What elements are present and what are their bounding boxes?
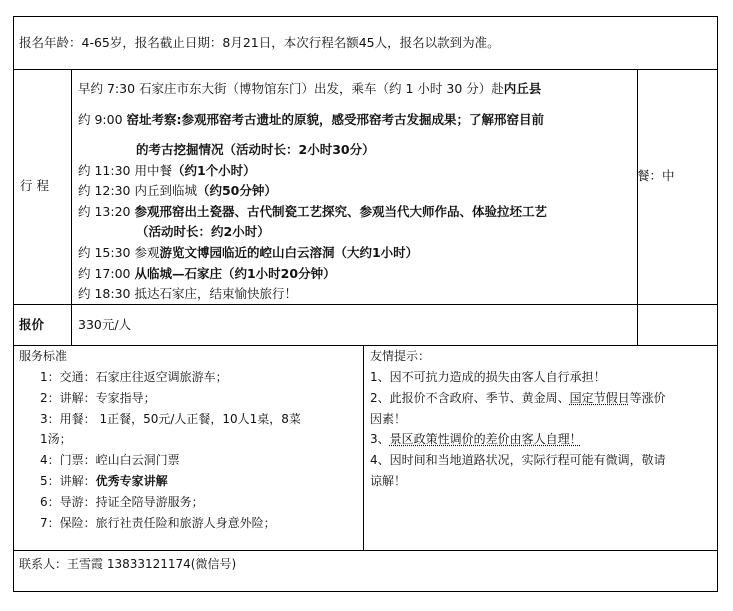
divider-meal-col [637,69,638,346]
schedule-line-7: 约 17:00 从临城—石家庄（约1小时20分钟） [78,266,336,281]
schedule-line-2-cont: 的考古挖掘情况（活动时长：2小时30分） [136,142,375,157]
registration-info: 报名年龄：4-65岁，报名截止日期：8月21日，本次行程名额45人，报名以款到为准。 [19,35,500,50]
schedule-line-2: 约 9:00 窑址考察:参观邢窑考古遗址的原貌，感受邢窑考古发掘成果；了解邢窑目前 [78,112,545,127]
price-label: 报价 [19,317,45,332]
border-right [717,16,718,592]
service-item-1: 1：交通：石家庄往返空调旅游车； [40,370,228,384]
tip-4: 4、因时间和当地道路状况，实际行程可能有微调，敬请 [370,453,666,467]
schedule-line-6: 约 15:30 参观游览文博园临近的崆山白云溶洞（大约1小时） [78,245,419,260]
divider-header [13,69,718,70]
schedule-line-5-cont: （活动时长：约2小时） [136,224,270,239]
tip-2-cont: 因素！ [370,412,407,426]
border-bottom [13,591,718,592]
service-title: 服务标准 [19,349,68,363]
price-value: 330元/人 [78,317,132,332]
schedule-line-5: 约 13:20 参观邢窑出土瓷器、古代制瓷工艺探究、参观当代大师作品、体验拉坯工艺 [78,204,547,219]
tips-title: 友情提示： [370,349,431,363]
border-left [13,16,14,592]
divider-service-tips [363,345,364,551]
tip-2: 2、此报价不含政府、季节、黄金周、国定节假日等涨价 [370,391,666,405]
schedule-line-1: 早约 7:30 石家庄市东大街（博物馆东门）出发，乘车（约 1 小时 30 分）赴内丘县 [78,81,542,96]
service-item-3-cont: 1汤； [40,432,72,446]
service-item-2: 2：讲解：专家指导； [40,391,156,405]
schedule-line-4: 约 12:30 内丘到临城（约50分钟） [78,183,277,198]
tip-4-cont: 谅解！ [370,474,407,488]
service-item-7: 7：保险：旅行社责任险和旅游人身意外险； [40,516,276,530]
meal-note: 餐：中 [637,168,675,183]
tip-3: 3、景区政策性调价的差价由客人自理！ [370,432,582,446]
contact-info: 联系人：王雪霞 13833121174(微信号) [19,557,237,571]
tip-1: 1、因不可抗力造成的损失由客人自行承担！ [370,370,606,384]
schedule-line-8: 约 18:30 抵达石家庄，结束愉快旅行！ [78,286,297,301]
divider-itinerary [13,304,718,305]
schedule-line-3: 约 11:30 用中餐（约1个小时） [78,163,256,178]
itinerary-label: 行 程 [20,178,49,193]
divider-service [13,550,718,551]
service-item-3: 3：用餐： 1正餐，50元/人正餐，10人1桌，8菜 [40,412,301,426]
border-top [13,16,718,17]
service-item-6: 6：导游：持证全陪导游服务； [40,495,204,509]
divider-price [13,345,718,346]
divider-label-col [71,69,72,346]
service-item-5: 5：讲解：优秀专家讲解 [40,474,168,488]
service-item-4: 4：门票：崆山白云洞门票 [40,453,180,467]
